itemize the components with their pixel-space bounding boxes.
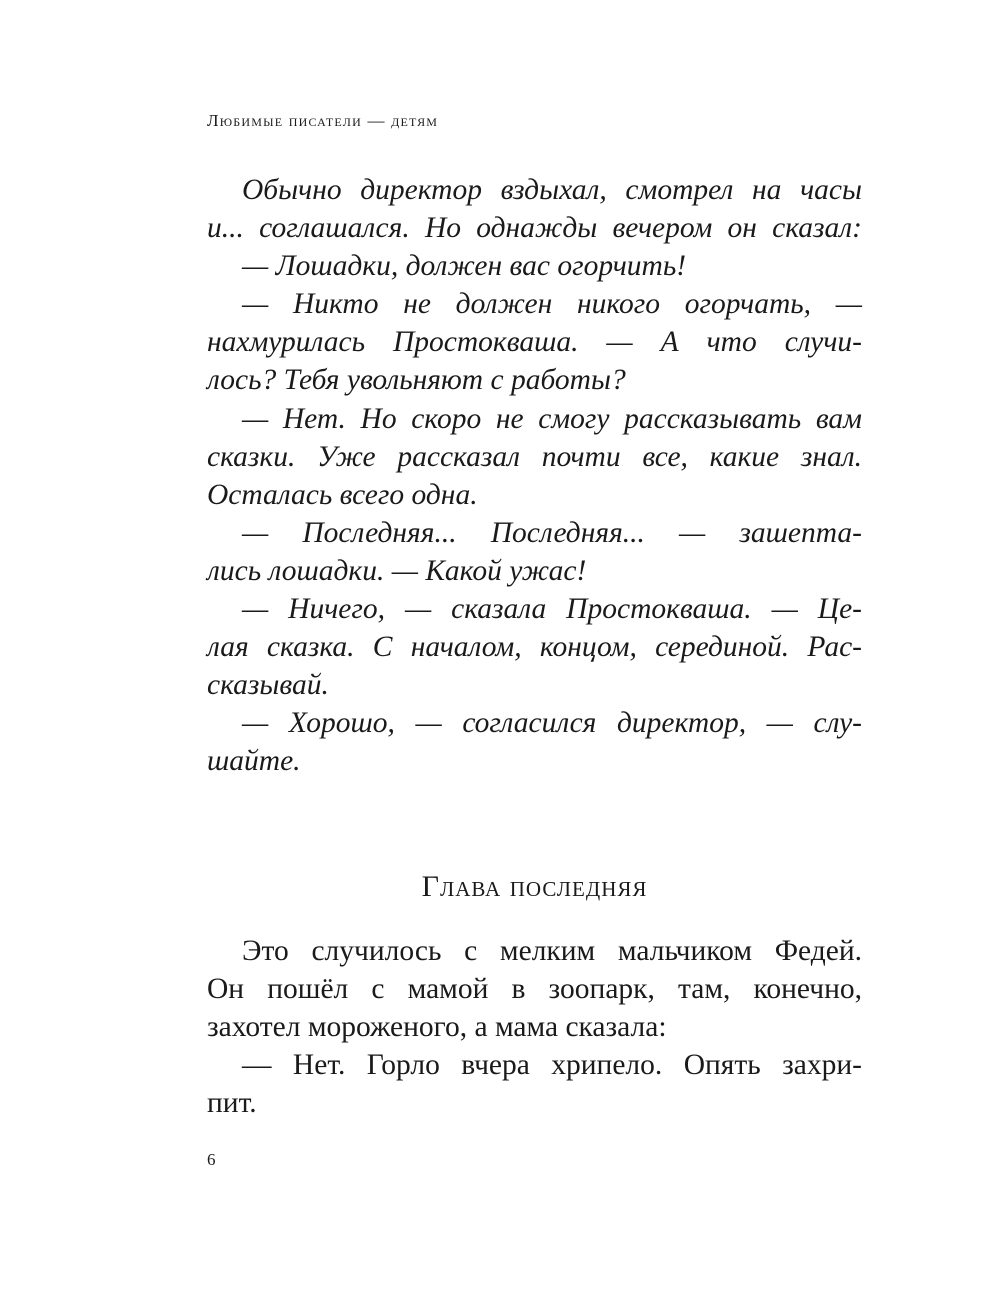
text-line: шайте. <box>207 745 301 778</box>
chapter-title: Глава последняя <box>421 870 648 903</box>
running-header: Любимые писатели — детям <box>207 111 439 130</box>
text-line: сказывай. <box>207 669 329 702</box>
text-line: пит. <box>207 1087 257 1120</box>
text-line: — Нет. Горло вчера хрипело. Опять захри- <box>242 1049 862 1082</box>
text-line: и... соглашался. Но однажды вечером он сказал: <box>207 212 862 245</box>
text-line: сказки. Уже рассказал почти все, какие знал. <box>207 440 862 473</box>
chapter-passage <box>207 932 862 1122</box>
text-line: — Хорошо, — согласился директор, — слу- <box>242 707 862 740</box>
page-number: 6 <box>207 1150 216 1169</box>
italic-passage <box>207 171 862 781</box>
text-line: лая сказка. С началом, концом, серединой. Рас- <box>207 631 862 664</box>
text-line: захотел мороженого, а мама сказала: <box>207 1011 667 1044</box>
text-line: — Ничего, — сказала Простокваша. — Це- <box>242 593 862 626</box>
text-line: нахмурилась Простокваша. — А что случи- <box>207 326 862 359</box>
text-line: — Лошадки, должен вас огорчить! <box>242 250 687 283</box>
text-line: — Никто не должен никого огорчать, — <box>242 288 862 321</box>
text-line: лись лошадки. — Какой ужас! <box>207 554 587 587</box>
text-line: — Последняя... Последняя... — зашепта- <box>242 516 862 549</box>
text-line: Осталась всего одна. <box>207 478 478 511</box>
text-line: — Нет. Но скоро не смогу рассказывать вам <box>242 402 862 435</box>
text-line: Он пошёл с мамой в зоопарк, там, конечно, <box>207 973 862 1006</box>
text-line: Обычно директор вздыхал, смотрел на часы <box>242 174 862 206</box>
text-line: Это случилось с мелким мальчиком Федей. <box>242 935 862 967</box>
text-line: лось? Тебя увольняют с работы? <box>207 364 626 397</box>
